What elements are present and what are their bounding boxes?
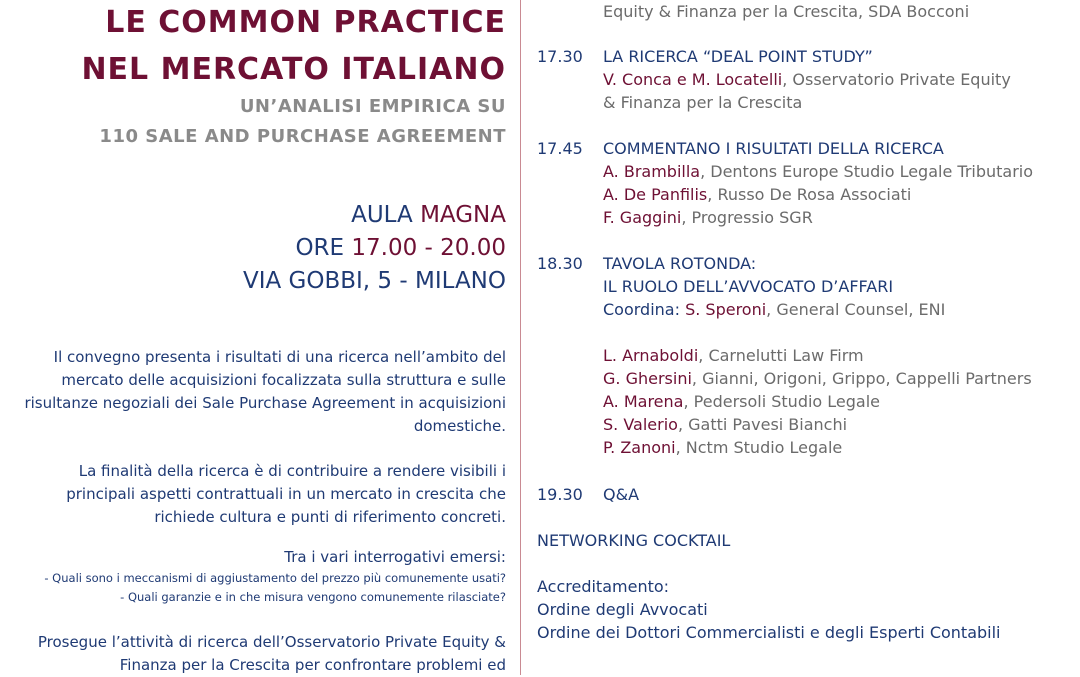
speaker-line [603, 160, 1077, 183]
description-line: mercato delle acquisizioni focalizzata sulla struttura e sulle [61, 371, 506, 389]
description-line: richiede cultura e punti di riferimento concreti. [154, 508, 506, 526]
speaker-name: S. Valerio [603, 415, 678, 434]
accreditation-block [537, 575, 1001, 644]
venue-time [243, 232, 506, 265]
venue-place-name: MAGNA [420, 202, 506, 228]
moderator-name: S. Speroni [685, 300, 767, 319]
speaker-line [603, 68, 1077, 91]
moderator-line [603, 298, 1077, 321]
closing-paragraph [1, 631, 506, 677]
speaker-name: A. Brambilla [603, 162, 701, 181]
closing-line: Finanza per la Crescita per confrontare problemi ed [119, 656, 506, 674]
venue-time-value: 17.00 - 20.00 [351, 235, 506, 261]
description-line: domestiche. [413, 417, 506, 435]
speaker-name: G. Ghersini [603, 369, 692, 388]
title-line-2: NEL MERCATO ITALIANO [81, 52, 506, 87]
accreditation-label: Accreditamento: [537, 577, 670, 596]
speaker-affiliation: , Russo De Rosa Associati [707, 185, 912, 204]
program-title: TAVOLA ROTONDA: [603, 254, 757, 273]
description-line: La finalità della ricerca è di contribuire a rendere visibili i [78, 462, 506, 480]
continued-affiliation: Equity & Finanza per la Crescita, SDA Bocconi [603, 2, 970, 21]
description-paragraph-2 [1, 460, 506, 529]
speaker-affiliation-cont: & Finanza per la Crescita [603, 93, 803, 112]
title-line-1: LE COMMON PRACTICE [105, 5, 506, 40]
speaker-name: F. Gaggini [603, 208, 682, 227]
event-subtitle [99, 92, 506, 152]
question-item: - Quali garanzie e in che misura vengono comunemente rilasciate? [120, 590, 506, 604]
program-title-line-2: IL RUOLO DELL’AVVOCATO D’AFFARI [603, 277, 894, 296]
accreditation-item: Ordine degli Avvocati [537, 600, 708, 619]
question-item: - Quali sono i meccanismi di aggiustamento del prezzo più comunemente usati? [44, 571, 506, 585]
moderator-affiliation: , General Counsel, ENI [766, 300, 946, 319]
description-line: principali aspetti contrattuali in un mercato in crescita che [66, 485, 506, 503]
speaker-line [603, 183, 1077, 206]
speaker-line [603, 390, 1077, 413]
speaker-line [603, 436, 1077, 459]
speaker-name: V. Conca e M. Locatelli [603, 70, 783, 89]
speaker-name: P. Zanoni [603, 438, 676, 457]
speaker-affiliation: , Carnelutti Law Firm [698, 346, 864, 365]
description-line: risultanze negoziali dei Sale Purchase Agreement in acquisizioni [24, 394, 506, 412]
venue-place-prefix: AULA [351, 202, 421, 228]
accreditation-item: Ordine dei Dottori Commercialisti e degli Esperti Contabili [537, 623, 1001, 642]
speaker-affiliation: , Pedersoli Studio Legale [683, 392, 881, 411]
moderator-label: Coordina: [603, 300, 686, 319]
speaker-affiliation: , Osservatorio Private Equity [782, 70, 1011, 89]
speaker-affiliation: , Nctm Studio Legale [675, 438, 843, 457]
closing-line: Prosegue l’attività di ricerca dell’Osservatorio Private Equity & [37, 633, 506, 651]
speaker-affiliation: , Progressio SGR [681, 208, 813, 227]
networking-cocktail: NETWORKING COCKTAIL [537, 531, 731, 550]
speaker-line [603, 367, 1077, 390]
speaker-line [603, 344, 1077, 367]
program-title: COMMENTANO I RISULTATI DELLA RICERCA [603, 139, 944, 158]
speaker-affiliation: , Gatti Pavesi Bianchi [677, 415, 848, 434]
speaker-line [603, 206, 1077, 229]
program-title: LA RICERCA “DEAL POINT STUDY” [603, 47, 873, 66]
questions-intro: Tra i vari interrogativi emersi: [284, 548, 506, 566]
program-title: Q&A [603, 485, 640, 504]
subtitle-line-1: UN’ANALISI EMPIRICA SU [239, 96, 506, 117]
description-line: Il convegno presenta i risultati di una ricerca nell’ambito del [53, 348, 506, 366]
venue-block [243, 199, 506, 298]
venue-place [243, 199, 506, 232]
venue-address: VIA GOBBI, 5 - MILANO [242, 268, 506, 294]
subtitle-line-2: 110 SALE AND PURCHASE AGREEMENT [99, 126, 506, 147]
speaker-affiliation: , Gianni, Origoni, Grippo, Cappelli Partners [691, 369, 1032, 388]
column-divider [520, 0, 521, 675]
speaker-name: A. Marena [603, 392, 684, 411]
speaker-line [603, 413, 1077, 436]
speaker-name: L. Arnaboldi [603, 346, 699, 365]
program-time: 18.30 [537, 254, 583, 273]
speaker-name: A. De Panfilis [603, 185, 708, 204]
description-paragraph-1 [1, 346, 506, 438]
venue-time-prefix: ORE [295, 235, 352, 261]
program-time: 17.45 [537, 139, 583, 158]
speaker-affiliation: , Dentons Europe Studio Legale Tributario [700, 162, 1034, 181]
program-time: 19.30 [537, 485, 583, 504]
questions-block [1, 546, 506, 607]
program-time: 17.30 [537, 47, 583, 66]
